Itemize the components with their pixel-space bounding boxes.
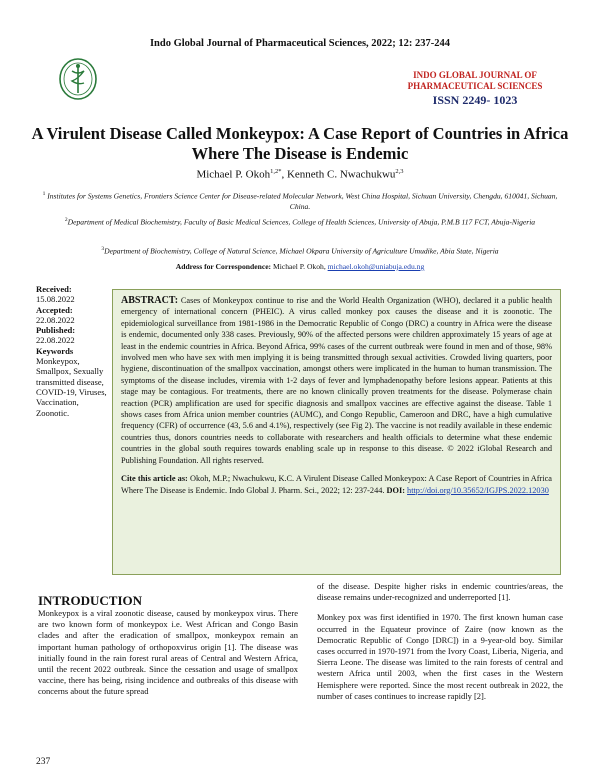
affiliation-1 — [40, 189, 560, 212]
affiliation-text: Institutes for Systems Genetics, Frontiers Science Center for Disease-related Molecular Network, West China Hospital, Sichuan University, Chengdu, 610041, Sichuan, China. — [45, 191, 558, 211]
published-date: 22.08.2022 — [36, 335, 75, 346]
citation-label: Cite this article as: — [121, 474, 188, 484]
received-date: 15.08.2022 — [36, 294, 75, 305]
author-name: Kenneth C. Nwachukwu — [286, 168, 396, 181]
article-title: A Virulent Disease Called Monkeypox: A Case Report of Countries in Africa Where The Disease is Endemic — [31, 124, 569, 163]
accepted-date: 22.08.2022 — [36, 314, 75, 325]
affiliation-sup: 1 — [42, 191, 46, 197]
citation — [121, 473, 552, 496]
doi-label: DOI: — [386, 485, 405, 495]
citation-text: Okoh, M.P.; Nwachukwu, K.C. A Virulent Disease Called Monkeypox: A Case Report of Countries in Africa Where The Disease is Endemic. Indo Global J. Pharm. Sci., 2022; 12: 237-244. — [121, 474, 552, 495]
affiliation-2 — [40, 215, 560, 228]
introduction-paragraph-2: Monkey pox was first identified in 1970. The first known human case occurred in the Equateur province of Zaire (now known as the Democratic Republic of Congo [DRC]) in a 9-year-old boy. Similar cases occurred in 1970-1971 from the Ivory Coast, Liberia, Nigeria, and Sierra Leone. The disease was limited to the rain forests of central and western Africa until 2003, when the first cases in the Western Hemisphere were reported. Since the most recent outbreak in 2022, the number of cases continues to increase rapidly [2]. — [317, 612, 563, 701]
author-name: Michael P. Okoh — [196, 168, 271, 181]
abstract-label: ABSTRACT: — [121, 295, 179, 306]
correspondence-label: Address for Correspondence: — [175, 262, 272, 271]
keywords-list: Monkeypox, Smallpox, Sexually transmitted disease, COVID-19, Viruses, Vaccination, Zoonotic. — [36, 356, 107, 418]
affiliation-sup: 3 — [101, 246, 105, 252]
body-column-right — [317, 581, 563, 702]
journal-logo-icon — [58, 57, 98, 101]
abstract-box — [112, 289, 561, 575]
author-separator: , — [281, 168, 287, 181]
affiliation-text: Department of Biochemistry, College of Natural Science, Michael Okpara University of Agriculture Umudike, Abia State, Nigeria — [104, 246, 499, 256]
correspondence — [0, 262, 600, 271]
author-affiliation-sup: 2,3 — [395, 168, 404, 175]
correspondence-email-link[interactable]: michael.okoh@uniabuja.edu.ng — [327, 262, 425, 271]
doi-link[interactable]: http://doi.org/10.35652/IGJPS.2022.12030 — [407, 485, 549, 495]
publisher-name-line1: INDO GLOBAL JOURNAL OF — [413, 70, 537, 80]
publisher-name-line2: PHARMACEUTICAL SCIENCES — [407, 81, 543, 91]
correspondence-name: Michael P. Okoh, — [271, 262, 328, 271]
abstract-text: Cases of Monkeypox continue to rise and the World Health Organization (WHO), declared it a public health emergency of international concern (PHEIC). A virus called monkey pox causes the disease and it is zoonotic. The epidemiological surveillance from 1981-1986 in the Democratic Republic of Congo (DRC) a country in Africa were the disease is endemic, documented only 338 cases. Previously, 90% of the affected persons were children approximately 15 years of age at least in the endemic countries in Africa. Beyond Africa, 99% cases of the current outbreak were found in men and of those, 98% involved men who have sex with men implying it is being transmitted through sexual activities. Crowded living quarters, poor hygiene, discontinuation of the smallpox vaccination, amongst others were implicated in the human to human transmission. The symptoms of the disease includes, viremia with 1-2 days of fever and lymphadenopathy before lesions appear. Patients at this stage may be contagious. For treatments, there are no known clinically proven treatments for the disease. Polymerase chain reaction (PCR) amplification are used for specific diagnosis and smallpox vaccines are effective against the disease. Table 1 shows cases from Africa union member countries (AUMC), and Congo Republic, Cameroon and DRC, have a high cumulative frequency (CFR) of occurrence (43, 5.6 and 4.1%), respectively (see Fig 2). The vaccine is not readily available in these endemic countries thus, donors countries needs to collaborate with researchers and health officials to determine what these endemic countries in the global south requires towards enabling scale up in response to this disease. © 2022 iGlobal Research and Publishing Foundation. All rights reserved. — [121, 296, 552, 465]
author-list — [0, 168, 600, 181]
author-affiliation-sup: 1,2* — [270, 168, 282, 175]
body-column-left — [38, 594, 298, 698]
published-label: Published: — [36, 325, 76, 336]
accepted-label: Accepted: — [36, 304, 73, 315]
publisher-block — [380, 70, 570, 108]
keywords-label: Keywords — [36, 345, 74, 356]
abstract — [121, 295, 552, 466]
section-heading-introduction: INTRODUCTION — [38, 593, 143, 608]
affiliation-sup: 2 — [64, 217, 68, 223]
article-dates-sidebar — [36, 284, 110, 418]
affiliation-3 — [40, 244, 560, 257]
journal-header: Indo Global Journal of Pharmaceutical Sciences, 2022; 12: 237-244 — [149, 38, 451, 49]
affiliation-text: Department of Medical Biochemistry, Faculty of Basic Medical Sciences, College of Health Sciences, University of Abuja, P.M.B 117 FCT, Abuja-Nigeria — [67, 217, 536, 227]
page-number: 237 — [36, 757, 51, 767]
introduction-paragraph-continued: of the disease. Despite higher risks in endemic countries/areas, the disease remains under-recognized and underreported [1]. — [317, 581, 563, 603]
publisher-issn: ISSN 2249- 1023 — [432, 93, 518, 107]
received-label: Received: — [36, 284, 72, 294]
introduction-paragraph: Monkeypox is a viral zoonotic disease, caused by monkeypox virus. There are two known form of monkeypox i.e. West African and Congo Basin clades and after the eradication of smallpox, monkeypox remain an important human pathology of orthopoxvirus origin [1]. The disease was initially found in the rain forest rural areas of Central and Western Africa, until the recent 2022 outbreak. Since the cessation and usage of smallpox vaccine, there has being, rising incidence and outbreaks of this disease with concerns about the future spread — [38, 608, 298, 697]
